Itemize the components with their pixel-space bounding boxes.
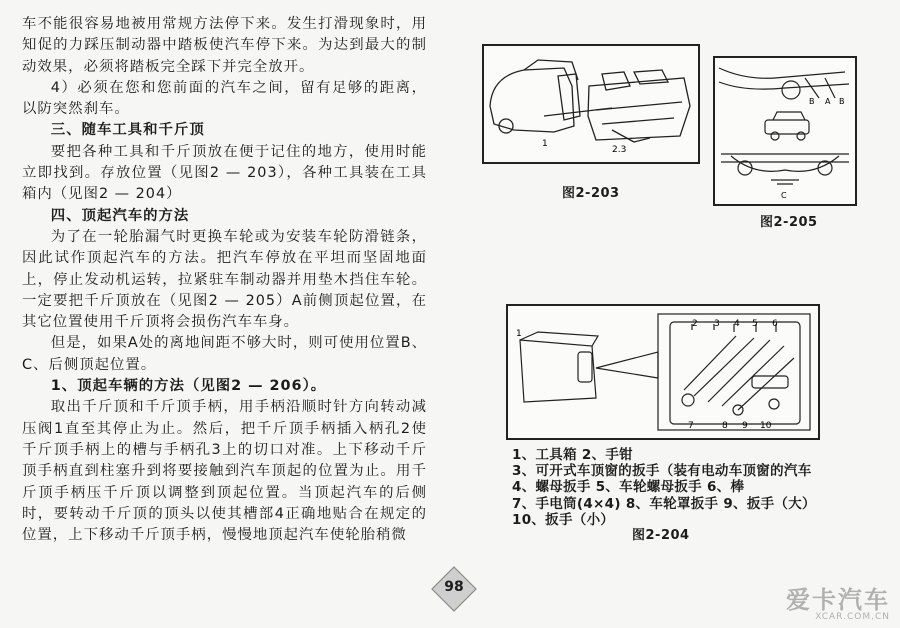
fig204-num-9: 9 [742,421,748,431]
legend-row: 3、可开式车顶窗的扳手（装有电动车顶窗的汽车 [512,463,812,480]
fig205-label-a: A [825,97,831,106]
figure-2-205-illustration [715,58,855,204]
paragraph-1: 车不能很容易地被用常规方法停下来。发生打滑现象时，用知促的力踩压制动器中踏板使汽车停下来。为达到最大的制动效果，必须将踏板完全踩下并完全放开。 [22,16,427,75]
paragraph-alt-positions: 但是，如果A处的离地间距不够大时，则可使用位置B、C、后侧顶起位置。 [22,335,427,373]
page-number: 98 [444,579,464,595]
legend-row: 4、螺母扳手 5、车轮螺母扳手 6、棒 [512,479,745,496]
paragraph-2: 4）必须在您和您前面的汽车之间，留有足够的距离，以防突然刹车。 [22,79,427,118]
fig205-label-b1: B [809,97,815,106]
fig204-num-10: 10 [760,421,772,431]
figure-2-204-legend [512,447,882,528]
section-heading-tools: 三、随车工具和千斤顶 [50,122,205,139]
fig204-num-2: 2 [692,319,698,329]
figure-2-203 [482,44,700,164]
watermark-logo: 爱卡汽车 [786,586,890,614]
figure-2-203-caption: 图2-203 [562,186,620,201]
subheading-jacking-method: 1、顶起车辆的方法（见图2 — 206）。 [50,378,327,395]
fig204-num-3: 3 [714,319,720,329]
legend-row: 1、工具箱 2、手钳 [512,447,633,463]
fig204-num-8: 8 [722,421,728,431]
page-number-badge [430,565,478,613]
paragraph-jacking-procedure: 取出千斤顶和千斤顶手柄，用手柄沿顺时针方向转动减压阀1直至其停止为止。然后，把千斤顶手柄插入柄孔2使千斤顶手柄上的槽与手柄孔3上的切口对准。上下移动千斤顶手柄直到柱塞升到将要接触到汽车顶起的位置为止。用千斤顶手柄压千斤顶以调整到顶起位置。当顶起汽车的后侧时，要转动千斤顶的顶头以使其槽部4正确地贴合在规定的位置，上下移动千斤顶手柄，慢慢地顶起汽车使轮胎稍微 [22,399,427,544]
legend-row: 7、手电筒(4×4) 8、车轮罩扳手 9、扳手（大） [512,495,816,512]
watermark-site: XCAR.COM.CN [815,612,890,622]
fig205-label-b2: B [839,97,845,106]
figure-2-205 [713,56,857,206]
figure-2-204-caption: 图2-204 [632,528,690,543]
section-heading-jacking: 四、顶起汽车的方法 [50,207,190,224]
watermark [786,588,890,622]
fig204-num-6: 6 [772,319,778,329]
fig204-side-number: 1 [516,329,522,339]
figure-2-205-caption: 图2-205 [760,215,818,230]
figure-2-204-illustration [508,306,818,438]
fig204-num-7: 7 [688,421,694,431]
fig205-label-c: C [781,191,787,200]
legend-row: 10、扳手（小） [512,511,615,528]
figure-2-204 [506,304,820,440]
fig204-num-5: 5 [752,319,758,329]
fig204-num-4: 4 [734,319,740,329]
left-text-column [22,14,427,546]
paragraph-jacking: 为了在一轮胎漏气时更换车轮或为安装车轮防滑链条，因此试作顶起汽车的方法。把汽车停放在平坦而坚固地面上，停止发动机运转，拉紧驻车制动器并用垫木挡住车轮。一定要把千斤顶放在（见图2 — 205）A前侧顶起位置，在其它位置使用千斤顶将会损伤汽车车身。 [22,228,427,331]
paragraph-tools: 要把各种工具和千斤顶放在便于记住的地方，使用时能立即找到。存放位置（见图2 — 203），各种工具装在工具箱内（见图2 — 204） [22,143,427,203]
fig203-label-1: 1 [542,139,548,149]
figure-2-203-illustration [484,46,698,162]
fig203-label-23: 2.3 [612,145,627,155]
